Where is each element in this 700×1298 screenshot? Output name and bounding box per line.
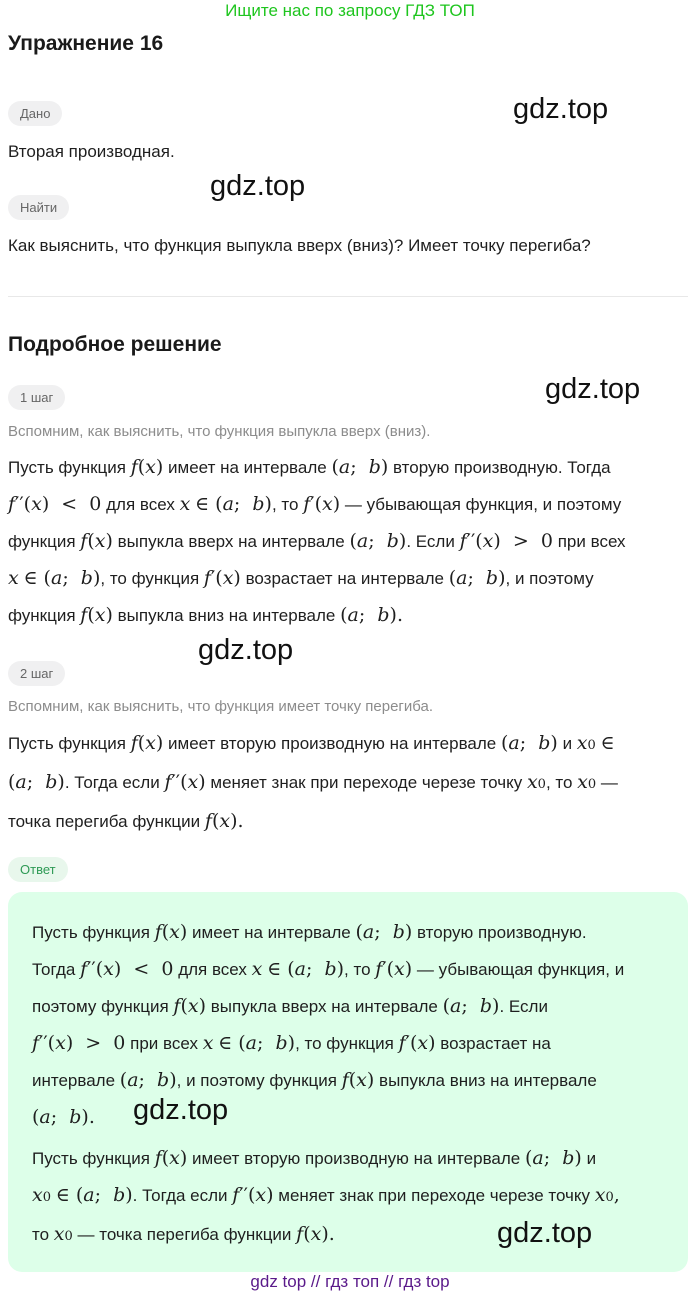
watermark: gdz.top	[545, 373, 641, 405]
find-text: Как выяснить, что функция выпукла вверх (вниз)? Имеет точку перегиба?	[8, 236, 591, 255]
promo-banner[interactable]: Ищите нас по запросу ГДЗ ТОП	[225, 1, 475, 20]
solution-title: Подробное решение	[8, 333, 222, 356]
find-pill: Найти	[8, 195, 69, 220]
exercise-title: Упражнение 16	[8, 32, 164, 55]
step1-hint: Вспомним, как выяснить, что функция выпукла вверх (вниз).	[8, 423, 431, 440]
watermark: gdz.top	[198, 634, 294, 666]
step2-hint: Вспомним, как выяснить, что функция имеет точку перегиба.	[8, 698, 434, 715]
step2-pill: 2 шаг	[8, 661, 65, 686]
answer-pill: Ответ	[8, 857, 68, 882]
answer-text-1: Пусть функция f(x) имеет на интервале (a; b) вторую производную. Тогда f′′(x) < 0 для всех x ∈ (a; b), то f′(x) — убывающая функция, и поэтому функция f(x) выпукла вверх на интервале (a; b). Если f′′(x) > 0 при всех x ∈ (a; b), то функция f′(x) возрастает на интервале (a; b), и поэтому функция f(x) выпукла вниз на интервале (a; b).	[32, 921, 625, 1128]
given-text: Вторая производная.	[8, 142, 175, 161]
watermark: gdz.top	[133, 1094, 229, 1126]
answer-text-2: Пусть функция f(x) имеет вторую производную на интервале (a; b) и x0 ∈ (a; b). Тогда если f′′(x) меняет знак при переходе черезе точку x0, то x0 — точка перегиба функции f(x).	[32, 1147, 620, 1245]
footer-links[interactable]: gdz top // гдз топ // гдз top	[250, 1272, 450, 1291]
watermark: gdz.top	[497, 1217, 593, 1249]
step2-text: Пусть функция f(x) имеет вторую производную на интервале (a; b) и x0 ∈ (a; b). Тогда если f′′(x) меняет знак при переходе черезе точку x0, то x0 — точка перегиба функции f(x).	[8, 732, 618, 832]
watermark: gdz.top	[210, 170, 306, 202]
section-divider	[8, 296, 688, 297]
given-pill: Дано	[8, 101, 62, 126]
step1-text: Пусть функция f(x) имеет на интервале (a; b) вторую производную. Тогда f′′(x) < 0 для всех x ∈ (a; b), то f′(x) — убывающая функция, и поэтому функция f(x) выпукла вверх на интервале (a; b). Если f′′(x) > 0 при всех x ∈ (a; b), то функция f′(x) возрастает на интервале (a; b), и поэтому функция f(x) выпукла вниз на интервале (a; b).	[8, 456, 626, 626]
watermark: gdz.top	[513, 93, 609, 125]
step1-pill: 1 шаг	[8, 385, 65, 410]
